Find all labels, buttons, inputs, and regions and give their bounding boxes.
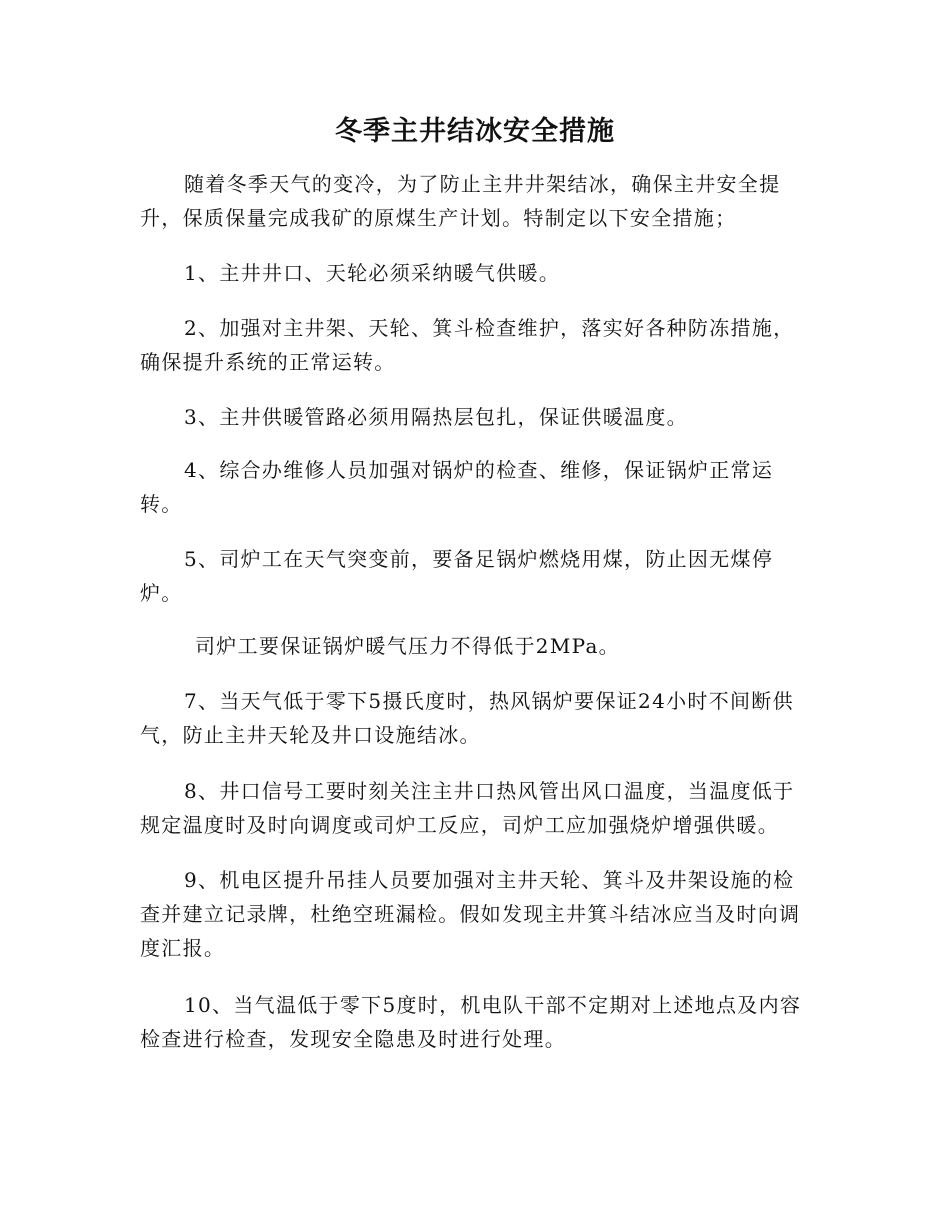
measure-paragraph-2: 2、加强对主井架、天轮、箕斗检查维护，落实好各种防冻措施，确保提升系统的正常运转。	[140, 316, 795, 374]
measure-paragraph-7: 7、当天气低于零下5摄氏度时，热风锅炉要保证24小时不间断供气，防止主井天轮及井口设施结冰。	[140, 689, 794, 747]
measure-paragraph-1: 1、主井井口、天轮必须采纳暖气供暖。	[184, 261, 561, 285]
measure-paragraph-3: 3、主井供暖管路必须用隔热层包扎，保证供暖温度。	[184, 405, 688, 429]
measure-paragraph-5: 5、司炉工在天气突变前，要备足锅炉燃烧用煤，防止因无煤停炉。	[140, 547, 774, 605]
measure-paragraph-4: 4、综合办维修人员加强对锅炉的检查、维修，保证锅炉正常运转。	[140, 458, 774, 516]
intro-paragraph: 随着冬季天气的变冷，为了防止主井井架结冰，确保主井安全提升，保质保量完成我矿的原煤生产计划。特制定以下安全措施；	[140, 172, 781, 230]
document-title: 冬季主井结冰安全措施	[335, 116, 615, 147]
measure-paragraph-8: 8、井口信号工要时刻关注主井口热风管出风口温度，当温度低于规定温度时及时向调度或司炉工反应，司炉工应加强烧炉增强供暖。	[140, 779, 795, 837]
measure-paragraph-9: 9、机电区提升吊挂人员要加强对主井天轮、箕斗及井架设施的检查并建立记录牌，杜绝空班漏检。假如发现主井箕斗结冰应当及时向调度汇报。	[140, 868, 801, 960]
measure-paragraph-10: 10、当气温低于零下5度时，机电队干部不定期对上述地点及内容检查进行检查，发现安全隐患及时进行处理。	[140, 993, 802, 1051]
measure-paragraph-6: 司炉工要保证锅炉暖气压力不得低于2MPa。	[195, 634, 620, 658]
